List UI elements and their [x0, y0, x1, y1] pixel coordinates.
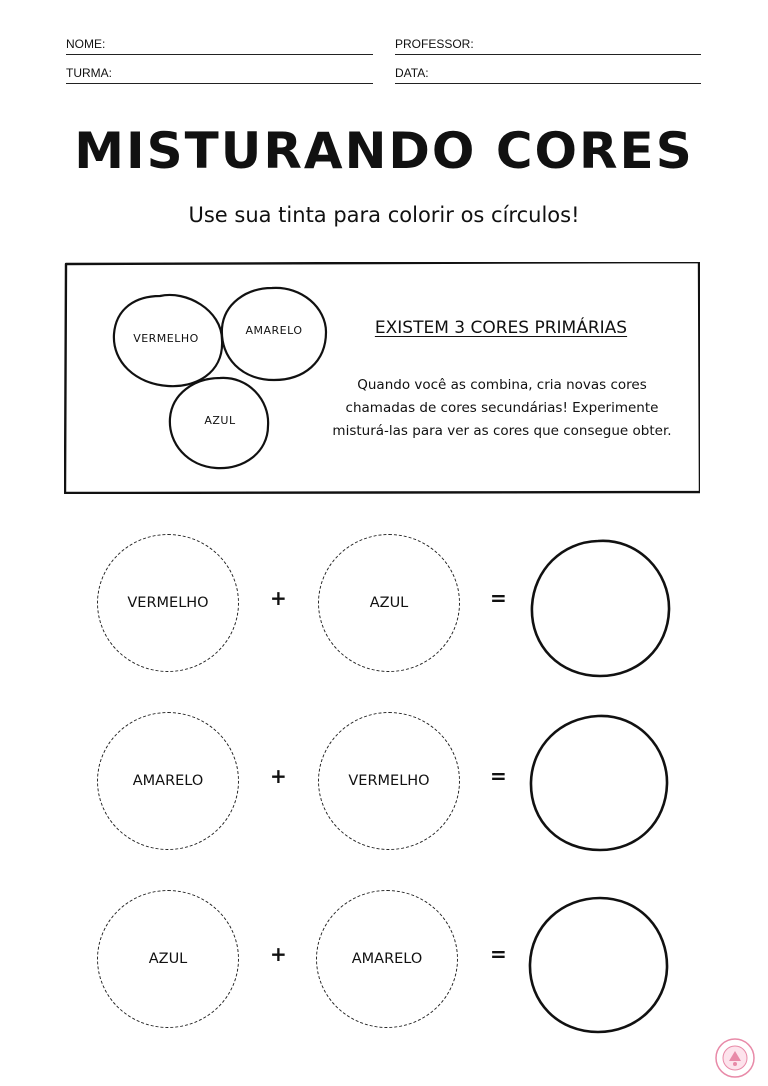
color-circle-left[interactable]: AMARELO [97, 712, 239, 850]
class-field[interactable] [66, 66, 373, 86]
name-label: NOME: [66, 37, 106, 51]
color-circle-right[interactable]: VERMELHO [318, 712, 460, 850]
name-field[interactable] [66, 37, 373, 57]
info-heading: EXISTEM 3 CORES PRIMÁRIAS [374, 318, 628, 338]
plus-sign: + [270, 942, 287, 966]
class-line [66, 83, 373, 84]
result-circle[interactable] [524, 892, 674, 1038]
info-text [322, 374, 682, 443]
mix-row [0, 888, 768, 1038]
mix-row [0, 710, 768, 860]
class-label: TURMA: [66, 66, 112, 80]
equals-sign: = [490, 942, 507, 966]
date-line [395, 83, 701, 84]
primary-blue-label: AZUL [204, 414, 236, 427]
color-circle-left[interactable]: VERMELHO [97, 534, 239, 672]
equals-sign: = [490, 586, 507, 610]
brand-logo [714, 1037, 756, 1079]
color-circle-left[interactable]: AZUL [97, 890, 239, 1028]
date-label: DATA: [395, 66, 429, 80]
date-field[interactable] [395, 66, 701, 86]
info-text-line: Quando você as combina, cria novas cores [357, 377, 647, 393]
result-circle[interactable] [524, 710, 674, 856]
primary-red-label: VERMELHO [133, 332, 199, 345]
info-box [64, 262, 700, 494]
color-circle-right[interactable]: AZUL [318, 534, 460, 672]
info-text-line: chamadas de cores secundárias! Experimente [345, 400, 659, 416]
result-circle[interactable] [526, 536, 676, 682]
info-text-line: misturá-las para ver as cores que consegue obter. [332, 423, 672, 439]
teacher-label: PROFESSOR: [395, 37, 474, 51]
primary-yellow-label: AMARELO [245, 324, 303, 337]
color-circle-right[interactable]: AMARELO [316, 890, 458, 1028]
page-title: MISTURANDO CORES [74, 122, 694, 180]
teacher-field[interactable] [395, 37, 701, 57]
page-subtitle: Use sua tinta para colorir os círculos! [188, 203, 580, 227]
teacher-line [395, 54, 701, 55]
equals-sign: = [490, 764, 507, 788]
mix-row [0, 532, 768, 682]
plus-sign: + [270, 586, 287, 610]
plus-sign: + [270, 764, 287, 788]
name-line [66, 54, 373, 55]
